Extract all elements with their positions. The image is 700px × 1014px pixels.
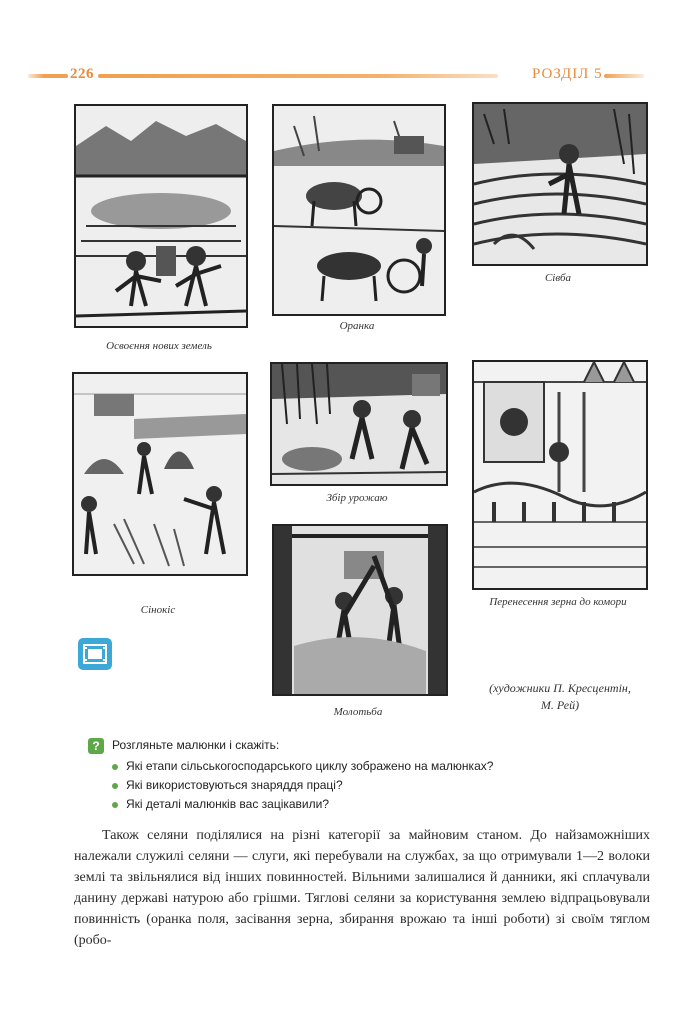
caption-harvest: Збір урожаю (326, 492, 388, 504)
credit-line-1: (художники П. Кресцентін, (489, 681, 631, 695)
caption-haymaking: Сінокіс (140, 604, 176, 616)
caption-threshing: Молотьба (333, 706, 383, 718)
illustration-ploughing (272, 104, 446, 316)
header-rule-right (604, 74, 644, 78)
caption-carrying-grain: Перенесення зерна до комори (489, 596, 627, 608)
illustration-threshing (272, 524, 448, 696)
film-icon[interactable] (78, 638, 112, 670)
caption-sowing: Сівба (544, 272, 572, 284)
illustration-harvest (270, 362, 448, 486)
header-rule-left (28, 74, 68, 78)
caption-clearing-lands: Освоєння нових земель (106, 340, 212, 352)
illustration-clearing-lands (74, 104, 248, 328)
illustration-carrying-grain (472, 360, 648, 590)
questions-list (112, 757, 493, 814)
questions-title: Розгляньте малюнки і скажіть: (112, 738, 280, 752)
illustration-sowing (472, 102, 648, 266)
illustration-haymaking (72, 372, 248, 576)
body-text (74, 825, 650, 951)
list-item: Які деталі малюнків вас зацікавили? (112, 795, 493, 814)
body-paragraph: Також селяни поділялися на різні категорії за майновим станом. До найзаможніших належали служилі селяни — слуги, які перебували на службах, за що отримували 1—2 волоки землі та звільнялися від інших повинностей. Вільними залишалися й данники, які сплачували данину державі натурою або грішми. Тяглові селяни за користування землею відпрацьовували повинність (оранка поля, засівання зерна, збирання врожаю та інші роботи) зі своїм тяглом (робо- (74, 828, 650, 948)
section-title: РОЗДІЛ 5 (532, 66, 603, 82)
caption-ploughing: Оранка (339, 320, 375, 332)
artist-credit (460, 680, 660, 714)
list-item: Які етапи сільськогосподарського циклу зображено на малюнках? (112, 757, 493, 776)
list-item: Які використовуються знаряддя праці? (112, 776, 493, 795)
page-number: 226 (70, 66, 94, 82)
header-rule (98, 74, 498, 78)
question-icon: ? (88, 738, 104, 754)
credit-line-2: М. Рей) (540, 698, 580, 712)
